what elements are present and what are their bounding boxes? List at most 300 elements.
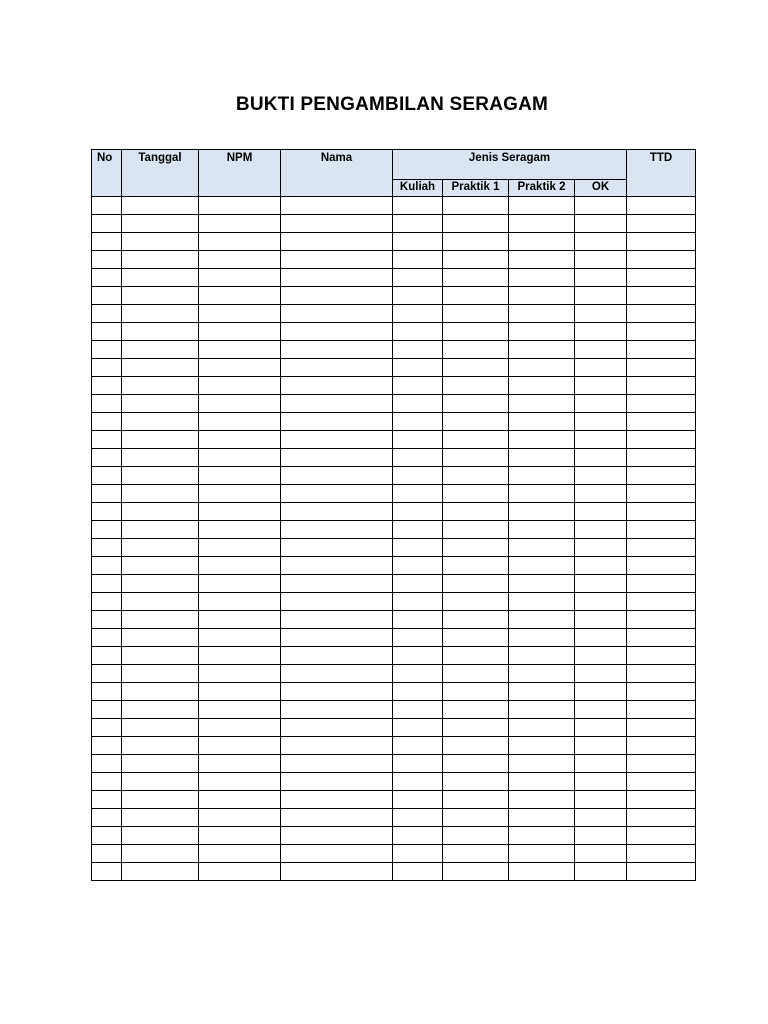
cell-kuliah — [393, 467, 443, 485]
cell-ttd — [627, 683, 696, 701]
cell-no — [92, 809, 122, 827]
cell-tanggal — [122, 359, 199, 377]
cell-npm — [199, 665, 281, 683]
cell-tanggal — [122, 485, 199, 503]
cell-ok — [575, 755, 627, 773]
cell-no — [92, 539, 122, 557]
table-body — [92, 197, 696, 881]
cell-praktik-2 — [509, 773, 575, 791]
cell-ok — [575, 683, 627, 701]
cell-nama — [281, 593, 393, 611]
cell-praktik-1 — [443, 845, 509, 863]
cell-ok — [575, 557, 627, 575]
cell-ok — [575, 611, 627, 629]
table-row — [92, 845, 696, 863]
header-ttd: TTD — [627, 150, 696, 197]
header-praktik-2: Praktik 2 — [509, 180, 575, 197]
cell-praktik-1 — [443, 863, 509, 881]
cell-kuliah — [393, 719, 443, 737]
cell-kuliah — [393, 611, 443, 629]
cell-no — [92, 683, 122, 701]
cell-kuliah — [393, 557, 443, 575]
cell-praktik-2 — [509, 431, 575, 449]
cell-ttd — [627, 485, 696, 503]
table-row — [92, 269, 696, 287]
cell-no — [92, 413, 122, 431]
cell-npm — [199, 359, 281, 377]
cell-kuliah — [393, 575, 443, 593]
cell-praktik-1 — [443, 467, 509, 485]
cell-kuliah — [393, 737, 443, 755]
cell-kuliah — [393, 323, 443, 341]
cell-tanggal — [122, 269, 199, 287]
cell-ttd — [627, 503, 696, 521]
cell-ok — [575, 251, 627, 269]
cell-ttd — [627, 611, 696, 629]
cell-no — [92, 755, 122, 773]
cell-npm — [199, 683, 281, 701]
cell-nama — [281, 665, 393, 683]
cell-ok — [575, 215, 627, 233]
cell-praktik-1 — [443, 557, 509, 575]
cell-kuliah — [393, 755, 443, 773]
cell-tanggal — [122, 521, 199, 539]
cell-praktik-1 — [443, 521, 509, 539]
cell-npm — [199, 773, 281, 791]
cell-npm — [199, 719, 281, 737]
table-row — [92, 773, 696, 791]
cell-tanggal — [122, 557, 199, 575]
cell-tanggal — [122, 845, 199, 863]
cell-tanggal — [122, 593, 199, 611]
cell-no — [92, 773, 122, 791]
cell-praktik-1 — [443, 809, 509, 827]
cell-npm — [199, 845, 281, 863]
cell-nama — [281, 611, 393, 629]
table-row — [92, 611, 696, 629]
table-row — [92, 251, 696, 269]
cell-kuliah — [393, 251, 443, 269]
cell-praktik-2 — [509, 215, 575, 233]
cell-praktik-2 — [509, 359, 575, 377]
cell-ok — [575, 719, 627, 737]
cell-no — [92, 395, 122, 413]
cell-nama — [281, 287, 393, 305]
cell-ttd — [627, 305, 696, 323]
cell-no — [92, 431, 122, 449]
cell-no — [92, 287, 122, 305]
cell-praktik-1 — [443, 611, 509, 629]
cell-praktik-2 — [509, 341, 575, 359]
cell-nama — [281, 719, 393, 737]
cell-ok — [575, 827, 627, 845]
cell-no — [92, 323, 122, 341]
table-row — [92, 413, 696, 431]
cell-no — [92, 485, 122, 503]
cell-npm — [199, 827, 281, 845]
cell-nama — [281, 395, 393, 413]
cell-kuliah — [393, 665, 443, 683]
cell-kuliah — [393, 593, 443, 611]
cell-npm — [199, 323, 281, 341]
cell-ttd — [627, 845, 696, 863]
cell-tanggal — [122, 809, 199, 827]
cell-tanggal — [122, 305, 199, 323]
cell-praktik-2 — [509, 197, 575, 215]
cell-praktik-1 — [443, 287, 509, 305]
cell-ok — [575, 305, 627, 323]
cell-ok — [575, 665, 627, 683]
cell-ok — [575, 737, 627, 755]
cell-praktik-1 — [443, 503, 509, 521]
cell-tanggal — [122, 503, 199, 521]
table-row — [92, 701, 696, 719]
cell-praktik-1 — [443, 269, 509, 287]
cell-nama — [281, 485, 393, 503]
cell-no — [92, 233, 122, 251]
cell-ok — [575, 197, 627, 215]
cell-ttd — [627, 395, 696, 413]
cell-ok — [575, 521, 627, 539]
cell-ok — [575, 359, 627, 377]
cell-kuliah — [393, 791, 443, 809]
cell-npm — [199, 611, 281, 629]
table-row — [92, 431, 696, 449]
cell-praktik-2 — [509, 539, 575, 557]
table-row — [92, 305, 696, 323]
cell-nama — [281, 683, 393, 701]
cell-praktik-1 — [443, 215, 509, 233]
cell-ttd — [627, 215, 696, 233]
cell-tanggal — [122, 233, 199, 251]
cell-praktik-1 — [443, 827, 509, 845]
table-row — [92, 629, 696, 647]
cell-ok — [575, 323, 627, 341]
cell-nama — [281, 359, 393, 377]
cell-tanggal — [122, 449, 199, 467]
document-title: BUKTI PENGAMBILAN SERAGAM — [235, 94, 549, 115]
cell-ttd — [627, 233, 696, 251]
cell-no — [92, 665, 122, 683]
table-row — [92, 863, 696, 881]
cell-praktik-2 — [509, 467, 575, 485]
cell-praktik-1 — [443, 377, 509, 395]
cell-praktik-2 — [509, 809, 575, 827]
cell-ttd — [627, 251, 696, 269]
cell-npm — [199, 467, 281, 485]
cell-nama — [281, 827, 393, 845]
table-row — [92, 719, 696, 737]
cell-ttd — [627, 539, 696, 557]
table-row — [92, 665, 696, 683]
cell-kuliah — [393, 197, 443, 215]
table-row — [92, 449, 696, 467]
cell-npm — [199, 305, 281, 323]
cell-kuliah — [393, 647, 443, 665]
cell-ttd — [627, 341, 696, 359]
cell-ok — [575, 341, 627, 359]
cell-nama — [281, 737, 393, 755]
cell-tanggal — [122, 863, 199, 881]
cell-kuliah — [393, 233, 443, 251]
cell-tanggal — [122, 377, 199, 395]
cell-tanggal — [122, 611, 199, 629]
cell-kuliah — [393, 341, 443, 359]
cell-praktik-2 — [509, 863, 575, 881]
cell-npm — [199, 755, 281, 773]
table-row — [92, 215, 696, 233]
cell-ttd — [627, 557, 696, 575]
cell-no — [92, 791, 122, 809]
table-row — [92, 467, 696, 485]
table-row — [92, 827, 696, 845]
table-row — [92, 593, 696, 611]
cell-npm — [199, 197, 281, 215]
cell-nama — [281, 197, 393, 215]
cell-praktik-1 — [443, 395, 509, 413]
cell-kuliah — [393, 863, 443, 881]
cell-kuliah — [393, 683, 443, 701]
cell-ttd — [627, 665, 696, 683]
cell-ok — [575, 269, 627, 287]
cell-tanggal — [122, 827, 199, 845]
cell-ok — [575, 503, 627, 521]
cell-npm — [199, 809, 281, 827]
cell-kuliah — [393, 431, 443, 449]
header-kuliah: Kuliah — [393, 180, 443, 197]
cell-nama — [281, 629, 393, 647]
cell-tanggal — [122, 665, 199, 683]
cell-no — [92, 701, 122, 719]
cell-praktik-1 — [443, 665, 509, 683]
cell-npm — [199, 503, 281, 521]
cell-tanggal — [122, 467, 199, 485]
cell-nama — [281, 341, 393, 359]
cell-praktik-2 — [509, 755, 575, 773]
cell-tanggal — [122, 539, 199, 557]
cell-no — [92, 521, 122, 539]
cell-npm — [199, 341, 281, 359]
cell-ok — [575, 413, 627, 431]
cell-no — [92, 449, 122, 467]
cell-praktik-1 — [443, 773, 509, 791]
cell-ok — [575, 773, 627, 791]
table-row — [92, 791, 696, 809]
cell-praktik-2 — [509, 377, 575, 395]
cell-ok — [575, 809, 627, 827]
cell-kuliah — [393, 377, 443, 395]
table-row — [92, 683, 696, 701]
cell-npm — [199, 863, 281, 881]
cell-ok — [575, 647, 627, 665]
cell-ttd — [627, 593, 696, 611]
cell-ttd — [627, 773, 696, 791]
cell-praktik-1 — [443, 449, 509, 467]
cell-npm — [199, 485, 281, 503]
cell-npm — [199, 539, 281, 557]
cell-ok — [575, 845, 627, 863]
cell-ttd — [627, 467, 696, 485]
header-npm: NPM — [199, 150, 281, 197]
header-tanggal: Tanggal — [122, 150, 199, 197]
cell-praktik-1 — [443, 683, 509, 701]
cell-nama — [281, 647, 393, 665]
cell-praktik-1 — [443, 305, 509, 323]
cell-ttd — [627, 449, 696, 467]
cell-ok — [575, 539, 627, 557]
cell-tanggal — [122, 629, 199, 647]
cell-ok — [575, 467, 627, 485]
cell-tanggal — [122, 575, 199, 593]
cell-praktik-2 — [509, 629, 575, 647]
cell-praktik-2 — [509, 845, 575, 863]
cell-no — [92, 863, 122, 881]
cell-no — [92, 377, 122, 395]
cell-ttd — [627, 575, 696, 593]
cell-praktik-2 — [509, 575, 575, 593]
cell-nama — [281, 449, 393, 467]
cell-ttd — [627, 269, 696, 287]
cell-praktik-2 — [509, 683, 575, 701]
cell-ok — [575, 431, 627, 449]
cell-ok — [575, 863, 627, 881]
cell-no — [92, 575, 122, 593]
cell-praktik-1 — [443, 629, 509, 647]
cell-nama — [281, 809, 393, 827]
cell-ttd — [627, 791, 696, 809]
cell-praktik-1 — [443, 719, 509, 737]
table-row — [92, 575, 696, 593]
cell-nama — [281, 701, 393, 719]
cell-ttd — [627, 755, 696, 773]
cell-npm — [199, 413, 281, 431]
cell-tanggal — [122, 287, 199, 305]
header-nama: Nama — [281, 150, 393, 197]
cell-tanggal — [122, 413, 199, 431]
header-no: No — [92, 150, 122, 197]
cell-praktik-1 — [443, 359, 509, 377]
cell-nama — [281, 251, 393, 269]
cell-ttd — [627, 521, 696, 539]
cell-npm — [199, 269, 281, 287]
cell-ok — [575, 485, 627, 503]
cell-tanggal — [122, 251, 199, 269]
cell-nama — [281, 791, 393, 809]
cell-no — [92, 557, 122, 575]
cell-praktik-2 — [509, 557, 575, 575]
cell-kuliah — [393, 449, 443, 467]
cell-praktik-2 — [509, 323, 575, 341]
cell-kuliah — [393, 287, 443, 305]
cell-nama — [281, 323, 393, 341]
cell-ttd — [627, 413, 696, 431]
cell-tanggal — [122, 737, 199, 755]
cell-praktik-2 — [509, 665, 575, 683]
cell-kuliah — [393, 773, 443, 791]
cell-npm — [199, 395, 281, 413]
cell-praktik-1 — [443, 701, 509, 719]
cell-praktik-1 — [443, 323, 509, 341]
cell-no — [92, 719, 122, 737]
table-row — [92, 341, 696, 359]
cell-praktik-1 — [443, 485, 509, 503]
cell-praktik-1 — [443, 539, 509, 557]
cell-nama — [281, 431, 393, 449]
cell-tanggal — [122, 791, 199, 809]
cell-kuliah — [393, 503, 443, 521]
table-row — [92, 377, 696, 395]
cell-nama — [281, 539, 393, 557]
header-jenis-seragam: Jenis Seragam — [393, 150, 627, 180]
cell-ok — [575, 395, 627, 413]
cell-ttd — [627, 863, 696, 881]
cell-npm — [199, 575, 281, 593]
cell-ttd — [627, 359, 696, 377]
cell-praktik-2 — [509, 503, 575, 521]
cell-ok — [575, 233, 627, 251]
cell-ok — [575, 377, 627, 395]
cell-npm — [199, 287, 281, 305]
table-row — [92, 485, 696, 503]
table-row — [92, 755, 696, 773]
cell-praktik-1 — [443, 593, 509, 611]
cell-ttd — [627, 323, 696, 341]
cell-npm — [199, 521, 281, 539]
uniform-pickup-table — [91, 149, 696, 881]
cell-praktik-2 — [509, 251, 575, 269]
cell-kuliah — [393, 845, 443, 863]
cell-ttd — [627, 701, 696, 719]
cell-praktik-1 — [443, 737, 509, 755]
cell-praktik-2 — [509, 701, 575, 719]
table-row — [92, 197, 696, 215]
cell-no — [92, 305, 122, 323]
cell-nama — [281, 467, 393, 485]
cell-nama — [281, 233, 393, 251]
cell-nama — [281, 773, 393, 791]
cell-tanggal — [122, 215, 199, 233]
table-row — [92, 323, 696, 341]
table-row — [92, 539, 696, 557]
cell-npm — [199, 377, 281, 395]
cell-kuliah — [393, 629, 443, 647]
cell-tanggal — [122, 341, 199, 359]
cell-praktik-1 — [443, 341, 509, 359]
cell-no — [92, 269, 122, 287]
table-row — [92, 359, 696, 377]
table-row — [92, 287, 696, 305]
cell-praktik-2 — [509, 719, 575, 737]
cell-kuliah — [393, 485, 443, 503]
cell-nama — [281, 215, 393, 233]
cell-kuliah — [393, 701, 443, 719]
cell-praktik-2 — [509, 827, 575, 845]
cell-praktik-1 — [443, 233, 509, 251]
cell-ok — [575, 287, 627, 305]
cell-nama — [281, 557, 393, 575]
cell-praktik-2 — [509, 395, 575, 413]
cell-npm — [199, 251, 281, 269]
table-row — [92, 809, 696, 827]
cell-nama — [281, 377, 393, 395]
cell-no — [92, 197, 122, 215]
cell-praktik-2 — [509, 233, 575, 251]
table-row — [92, 521, 696, 539]
cell-kuliah — [393, 359, 443, 377]
cell-no — [92, 611, 122, 629]
cell-praktik-1 — [443, 431, 509, 449]
cell-praktik-1 — [443, 647, 509, 665]
